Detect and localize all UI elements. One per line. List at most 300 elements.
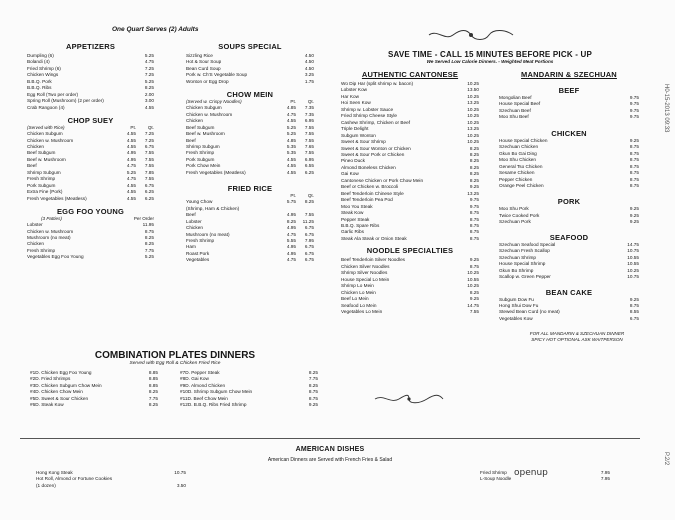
column-cantonese [341, 70, 479, 315]
menu-item-price: 8.75 [629, 176, 639, 182]
menu-item-price: 7.55 [469, 308, 479, 314]
menu-item-name: Sweet & Sour Shrimp [341, 139, 386, 145]
menu-item-name: Chicken [27, 241, 44, 247]
menu-item-name: #3D. Chicken Subgum Chow Mein [30, 382, 102, 388]
menu-item-row [186, 79, 314, 85]
menu-item-price-quart: 6.75 [304, 231, 314, 237]
fax-timestamp: H0-15-2013 09:33 [663, 84, 669, 133]
menu-item-price: 13.25 [467, 126, 479, 132]
egg-foo-young-sub: (3 Patties) [41, 216, 62, 222]
menu-item-price-quart: 6.55 [304, 163, 314, 169]
menu-item-price: 8.25 [144, 234, 154, 240]
menu-item-price: 9.25 [308, 402, 318, 408]
menu-item-name: Beef Tenderloin Silver Noodles [341, 257, 406, 263]
menu-item-name: Beef Lo Mein [341, 296, 369, 302]
menu-item-name: Triple Delight [341, 126, 369, 132]
menu-item-name: #12D. B.B.Q. Ribs Fried Shrimp [180, 402, 247, 408]
menu-item-price-quart: 6.75 [304, 250, 314, 256]
menu-item-name: Cantonese Chicken or Pork Chow Mein [341, 177, 424, 183]
menu-item-name: Fresh Vegetables (Meatless) [27, 195, 87, 201]
menu-item-name: Beef Subgum [186, 124, 215, 130]
menu-item-price-quart: 6.75 [304, 225, 314, 231]
menu-item-name: Shrimp Subgum [186, 143, 220, 149]
menu-item-name: Beef Subgum [27, 150, 56, 156]
menu-item-price-quart: 7.55 [144, 150, 154, 156]
chow-mein-sub: (Served w. Crispy Noodles) [186, 99, 242, 105]
menu-item-price-pint: 4.55 [286, 163, 296, 169]
menu-item-price-quart: 11.25 [302, 218, 314, 224]
american-section [20, 446, 640, 463]
menu-item-price: 10.25 [467, 113, 479, 119]
menu-item-price: 10.25 [627, 267, 639, 273]
menu-item-price-pint: 4.95 [286, 244, 296, 250]
menu-item-price-quart: 7.55 [304, 150, 314, 156]
menu-item-price-quart: 7.35 [304, 111, 314, 117]
menu-item-name: Pork Subgum [27, 182, 56, 188]
menu-item-row [27, 105, 154, 111]
menu-item-name: Chicken Silver Noodles [341, 263, 390, 269]
menu-item-price: 9.75 [469, 197, 479, 203]
menu-item-name: (Shrimp, Ham & Chicken) [186, 205, 240, 211]
menu-item-row [27, 196, 154, 202]
menu-item-name: Twice Cooked Pork [499, 212, 540, 218]
low-cal-note: We Served Low Calorie Dinners. - Weighted Meat Portions [426, 59, 554, 64]
menu-item-name: Cashew Shrimp, Chicken or Beef [341, 119, 411, 125]
menu-item-price-pint: 4.55 [126, 182, 136, 188]
chow-mein-list [186, 105, 314, 176]
menu-item-price-quart: 7.55 [144, 156, 154, 162]
menu-item-name: L-Soup Noodle [480, 476, 512, 482]
menu-item-name: Beef Tenderloin Chinese Style [341, 190, 404, 196]
chow-mein-qt: Qt. [307, 99, 314, 105]
menu-item-name: Chicken [186, 118, 203, 124]
menu-item-name: Orange Peel Chicken [499, 182, 544, 188]
menu-item-name: Shrimp Subgum [27, 169, 61, 175]
menu-item-price: 8.25 [469, 145, 479, 151]
menu-item-price-pint: 4.95 [286, 212, 296, 218]
menu-item-name: B.B.Q. Spare Ribs [341, 222, 380, 228]
menu-item-price-quart: 6.25 [144, 189, 154, 195]
flourish-ornament-icon [427, 28, 515, 42]
menu-item-price: 9.75 [629, 95, 639, 100]
menu-item-name: Fresh Shrimp [186, 150, 215, 156]
menu-item-price: 7.25 [144, 72, 154, 78]
menu-item-price-quart: 7.55 [144, 163, 154, 169]
menu-item-name: Chicken [186, 225, 203, 231]
watermark-logo: openup [514, 468, 548, 478]
menu-item-price: 8.85 [148, 382, 158, 388]
fried-rice-list [186, 199, 314, 264]
menu-item-name: Ham [186, 244, 196, 250]
menu-item-name: Pineo Duck [341, 158, 365, 164]
menu-item-price-pint: 4.95 [126, 150, 136, 156]
menu-item-price-quart: 7.55 [304, 212, 314, 218]
menu-item-name: House Special Lo Mein [341, 276, 390, 282]
save-time-banner: SAVE TIME - CALL 15 MINUTES BEFORE PICK - UP [387, 50, 593, 59]
menu-item-price-quart: 6.95 [304, 118, 314, 124]
menu-item-price-pint: 5.25 [126, 169, 136, 175]
bean-cake-title: BEAN CAKE [545, 287, 593, 297]
menu-item-price: 9.25 [629, 212, 639, 218]
menu-item-name: Beef or Chicken w. Broccoli [341, 184, 399, 190]
menu-item-price: 9.25 [469, 184, 479, 190]
american-left [36, 470, 186, 489]
menu-item-price: 11.95 [142, 222, 154, 228]
menu-item-name: Vegetables Kow [499, 315, 533, 321]
menu-item-name: #2D. Fried Shrimps [30, 376, 71, 382]
menu-item-price: 8.25 [144, 241, 154, 247]
menu-item-row [499, 316, 639, 322]
egg-foo-young-title: EGG FOO YOUNG [56, 207, 125, 217]
menu-item-price-pint: 5.25 [286, 131, 296, 137]
menu-item-price-quart: 7.25 [144, 131, 154, 137]
section-divider [20, 438, 640, 439]
egg-foo-young-per-order: Per Order [133, 216, 154, 222]
menu-item-name: Sweet & Sour Pork or Chicken [341, 151, 405, 157]
menu-item-name: Steak Kow [341, 210, 364, 216]
menu-item-price: 7.25 [144, 65, 154, 71]
menu-item-price: 8.25 [469, 177, 479, 183]
menu-item-price: 8.75 [629, 144, 639, 150]
menu-item-name: Chicken Wings [27, 72, 59, 78]
menu-item-price-pint: 4.95 [126, 156, 136, 162]
chow-mein-title: CHOW MEIN [226, 90, 274, 100]
menu-item-price: 8.75 [469, 216, 479, 222]
menu-item-name: Steak Ala Steak or Onion Steak [341, 235, 407, 241]
menu-item-name: #5D. Sweet & Sour Chicken [30, 395, 89, 401]
header-note: One Quart Serves (2) Adults [112, 26, 199, 33]
menu-item-name: Shrimp Lo Mein [341, 283, 374, 289]
egg-foo-young-list [27, 222, 154, 261]
american-note: American Dinners are Served with French Fries & Salad [267, 457, 393, 463]
menu-item-price: 2.00 [144, 91, 154, 97]
fried-rice-qt: Qt. [307, 193, 314, 199]
menu-item-price: 7.75 [308, 376, 318, 382]
chop-suey-qt: Qt. [147, 125, 154, 131]
menu-item-price: 10.25 [467, 132, 479, 138]
menu-item-name: Fresh Shrimp [27, 176, 56, 182]
menu-item-name: Chicken w. Mushroom [186, 111, 233, 117]
menu-item-row [499, 274, 639, 280]
column-middle [186, 42, 314, 264]
menu-item-price: 10.75 [174, 470, 186, 475]
menu-item-name: Moo You Steak [341, 203, 373, 209]
menu-item-name: Vegetables Egg Foo Young [27, 254, 84, 260]
menu-item-price-quart: 6.25 [304, 169, 314, 175]
menu-item-price: 4.50 [304, 59, 314, 65]
menu-item-name: Pork Chow Mein [186, 163, 221, 169]
menu-item-name: Shrimp Silver Noodles [341, 270, 388, 276]
menu-item-name: Chicken w. Mushroom [27, 137, 74, 143]
menu-item-name: House Special Chicken [499, 137, 548, 143]
menu-item-price: 3.00 [144, 98, 154, 104]
menu-item-price: 8.75 [629, 182, 639, 188]
menu-item-price: 8.55 [629, 309, 639, 315]
menu-item-price: 10.25 [467, 283, 479, 289]
menu-item-row [30, 402, 158, 408]
menu-item-row [499, 183, 639, 189]
menu-item-name: Szechuan Shrimp [499, 254, 536, 260]
soups-list [186, 53, 314, 85]
menu-item-price: 10.25 [467, 93, 479, 99]
menu-item-name: Moo Shu Pork [499, 206, 529, 212]
menu-item-price: 8.75 [629, 150, 639, 156]
menu-item-price-pint: 4.55 [126, 137, 136, 143]
menu-item-price: 8.25 [469, 151, 479, 157]
menu-item-price: 10.25 [467, 270, 479, 276]
page-number: P.2/2 [663, 452, 669, 466]
menu-item-price: 7.75 [144, 247, 154, 253]
menu-item-price: 7.75 [148, 395, 158, 401]
menu-item-price: 8.25 [469, 158, 479, 164]
menu-item-price: 9.25 [469, 257, 479, 263]
menu-item-price: 8.75 [629, 163, 639, 169]
menu-item-price-pint: 4.55 [286, 169, 296, 175]
menu-item-name: Pork Subgum [186, 156, 215, 162]
cantonese-title: AUTHENTIC CANTONESE [361, 70, 459, 79]
menu-item-price-quart: 6.75 [304, 244, 314, 250]
column-left [27, 42, 154, 261]
menu-item-name: General Tso Chicken [499, 163, 543, 169]
menu-item-price: 5.25 [144, 78, 154, 84]
menu-item-price: 10.55 [467, 276, 479, 282]
menu-item-name: Szechuan Seafood Special [499, 241, 556, 247]
menu-item-price: 8.25 [148, 389, 158, 395]
menu-item-name: Szechuan Fresh Scallop [499, 248, 550, 254]
menu-item-name: Wonton or Egg Drop [186, 78, 229, 84]
menu-item-row [180, 402, 318, 408]
menu-item-price-pint: 5.35 [286, 150, 296, 156]
menu-item-name: Young Chow [186, 199, 213, 205]
combination-title: COMBINATION PLATES DINNERS [94, 350, 256, 361]
menu-item-name: Spring Roll (Mushroom) (2 per order) [27, 98, 104, 104]
menu-item-price-quart: 7.25 [144, 137, 154, 143]
menu-item-price-quart: 6.75 [144, 143, 154, 149]
appetizers-list [27, 53, 154, 111]
menu-item-name: Mushroom (no meat) [27, 234, 71, 240]
menu-item-price: 8.75 [469, 263, 479, 269]
menu-item-name: Scallop w. Green Pepper [499, 274, 551, 280]
menu-item-price: 8.25 [469, 289, 479, 295]
menu-item-name: Beef [27, 163, 37, 169]
menu-item-price-quart: 6.25 [144, 195, 154, 201]
menu-item-name: Lobster [186, 218, 202, 224]
menu-item-price: 8.25 [469, 171, 479, 177]
menu-item-price: 9.25 [629, 137, 639, 143]
menu-item-price-pint: 4.75 [126, 176, 136, 182]
menu-item-name: Hot & Sour Soup [186, 59, 222, 65]
menu-item-name: #7D. Pepper Steak [180, 370, 220, 375]
pork-title: PORK [557, 197, 581, 207]
pork-list [499, 206, 639, 225]
soups-title: SOUPS SPECIAL [218, 42, 282, 51]
menu-item-name: Almond Boneless Chicken [341, 164, 396, 170]
menu-item-name: Gkun Bo Shrimp [499, 267, 534, 273]
menu-item-price: 13.25 [467, 190, 479, 196]
flourish-ornament-small-icon [373, 393, 445, 405]
menu-item-price: 8.75 [629, 170, 639, 176]
menu-item-name: Dumpling (6) [27, 53, 54, 58]
menu-item-row [499, 114, 639, 120]
menu-item-price-quart: 7.65 [304, 143, 314, 149]
menu-item-row [36, 483, 186, 489]
menu-item-name: Beef w. Mushroom [186, 131, 225, 137]
menu-item-name: House Special Beef [499, 101, 541, 107]
menu-item-name: Sweet & Sour Wonton or Chicken [341, 145, 411, 151]
menu-item-price: 14.75 [627, 241, 639, 247]
combination-left-list [30, 370, 158, 409]
menu-item-price-pint: 4.75 [286, 231, 296, 237]
menu-item-name: Har Kow [341, 93, 359, 99]
cantonese-list [341, 81, 479, 242]
beef-title: BEEF [558, 86, 580, 95]
menu-item-name: Szechuan Beef [499, 107, 531, 113]
menu-item-row [499, 219, 639, 225]
menu-item-name: Fresh Vegetables (Meatless) [186, 169, 246, 175]
menu-item-name: Moo Shu Beef [499, 114, 529, 120]
menu-item-name: Chicken [27, 143, 44, 149]
menu-item-price-pint: 5.55 [286, 237, 296, 243]
menu-item-price-quart: 6.95 [304, 156, 314, 162]
menu-item-price-pint: 4.55 [286, 156, 296, 162]
menu-item-price: 10.75 [627, 274, 639, 280]
menu-item-price: 10.55 [627, 254, 639, 260]
menu-item-price-pint: 5.25 [286, 124, 296, 130]
menu-item-price: 8.85 [148, 370, 158, 375]
menu-item-price-pint: 4.75 [286, 111, 296, 117]
noodles-list [341, 257, 479, 315]
menu-item-row [186, 257, 314, 263]
menu-item-name: Roast Pork [186, 250, 210, 256]
menu-item-price-quart: 7.55 [304, 137, 314, 143]
menu-item-price: 8.85 [148, 376, 158, 382]
american-title: AMERICAN DISHES [295, 446, 365, 453]
menu-item-price-pint: 4.85 [286, 137, 296, 143]
chow-mein-pt: Pt. [290, 99, 296, 105]
menu-item-price-pint: 4.85 [286, 105, 296, 111]
menu-item-name: Fried Shrimp [480, 470, 507, 475]
menu-item-name: Mongolian Beef [499, 95, 532, 100]
menu-item-name: Mushroom (no meat) [186, 231, 230, 237]
menu-item-price-quart: 7.85 [144, 169, 154, 175]
menu-item-name: Shrimp w. Lobster Sauce [341, 106, 394, 112]
menu-item-name: Beef [186, 212, 196, 218]
menu-item-name: Sizzling Rice [186, 53, 213, 58]
menu-item-price: 5.25 [144, 254, 154, 260]
menu-item-name: Beef Tenderloin Pea Pod [341, 197, 393, 203]
menu-item-row [27, 254, 154, 260]
menu-item-name: Stewed Bean Curd (no meat) [499, 309, 560, 315]
menu-item-price: 5.25 [144, 53, 154, 58]
menu-item-row [186, 170, 314, 176]
menu-item-name: Chicken Lo Mein [341, 289, 376, 295]
menu-item-name: #1D. Chicken Egg Foo Young [30, 370, 92, 375]
menu-item-name: (1 dozen) [36, 482, 56, 488]
menu-item-price: 8.75 [629, 302, 639, 308]
menu-item-price: 10.25 [467, 139, 479, 145]
menu-item-price-pint: 8.25 [286, 218, 296, 224]
beef-list [499, 95, 639, 121]
menu-item-name: Hot Roll, Almond or Fortune Cookies [36, 476, 113, 482]
menu-item-name: Hoi Seen Kow [341, 100, 371, 106]
menu-item-price: 9.75 [629, 107, 639, 113]
menu-item-price: 7.95 [600, 476, 610, 482]
menu-item-price: 3.25 [304, 72, 314, 78]
menu-item-name: Beef [186, 137, 196, 143]
menu-item-price: 8.75 [629, 157, 639, 163]
menu-item-price-quart: 7.55 [304, 124, 314, 130]
menu-item-name: #10D. Shrimp Subgum Chow Mein [180, 389, 253, 395]
menu-item-name: Hong Shui Dow Fu [499, 302, 539, 308]
menu-item-price: 7.95 [600, 470, 610, 475]
menu-item-name: #6D. Steak Kow [30, 402, 64, 408]
menu-item-price-quart: 7.55 [144, 176, 154, 182]
menu-item-name: Extra Fine (Pork) [27, 189, 63, 195]
menu-item-price-pint: 4.55 [126, 131, 136, 137]
menu-item-price: 8.25 [308, 382, 318, 388]
menu-item-price: 9.25 [629, 296, 639, 302]
menu-item-price: 1.75 [304, 78, 314, 84]
menu-item-name: Moo Shu Chicken [499, 157, 536, 163]
menu-item-price: 8.25 [308, 370, 318, 375]
menu-item-price-quart: 7.35 [304, 105, 314, 111]
menu-item-name: Seafood Lo Mein [341, 302, 377, 308]
menu-item-name: #11D. Beef Chow Mein [180, 395, 228, 401]
mandarin-note: FOR ALL MANDARIN & SZECHUAN DINNER SPICY HOT OPTIONAL ASK WAITPERSON [529, 331, 625, 343]
combination-right-list [180, 370, 318, 409]
menu-item-name: #8D. Gai Kow [180, 376, 209, 382]
menu-item-price: 10.25 [467, 119, 479, 125]
combination-columns [30, 370, 320, 409]
menu-item-name: Egg Roll (Two per order) [27, 91, 79, 97]
menu-item-price: 9.75 [629, 101, 639, 107]
menu-item-price: 8.75 [469, 210, 479, 216]
menu-item-price: 13.50 [467, 87, 479, 93]
menu-item-name: Subgum Dow Fu [499, 296, 534, 302]
menu-item-price: 10.25 [467, 81, 479, 86]
menu-item-price: 8.25 [148, 402, 158, 408]
menu-item-price: 8.75 [469, 235, 479, 241]
menu-item-price: 8.25 [469, 164, 479, 170]
mandarin-title: MANDARIN & SZECHUAN [521, 70, 617, 79]
menu-item-name: Hong Kong Steak [36, 470, 73, 475]
menu-item-price-pint: 4.95 [286, 225, 296, 231]
menu-item-price-quart: 8.25 [304, 199, 314, 205]
menu-item-price-pint: 4.55 [126, 189, 136, 195]
menu-item-name: #4D. Chicken Chow Mein [30, 389, 83, 395]
menu-item-price: 9.75 [629, 114, 639, 120]
menu-item-name: Fried Shrimp (6) [27, 65, 61, 71]
menu-item-name: Beef w. Mushroom [27, 156, 66, 162]
combination-section [30, 350, 320, 409]
menu-item-price-pint: 4.55 [126, 143, 136, 149]
menu-item-name: Szechuan Pork [499, 219, 531, 225]
menu-item-row [341, 309, 479, 315]
menu-item-name: House Special Shrimp [499, 261, 546, 267]
menu-item-price: 9.25 [629, 206, 639, 212]
menu-item-name: B.B.Q. Ribs [27, 85, 52, 91]
menu-item-name: Crab Rangoon (4) [27, 104, 65, 110]
menu-item-price: 10.75 [627, 248, 639, 254]
menu-item-price: 10.25 [467, 106, 479, 112]
bean-cake-list [499, 297, 639, 323]
menu-item-price: 9.25 [629, 219, 639, 225]
menu-item-name: Chicken Subgum [186, 105, 222, 111]
menu-item-name: Pepper Chicken [499, 176, 533, 182]
appetizers-title: APPETIZERS [65, 42, 116, 51]
menu-item-name: Vegetables [186, 257, 210, 263]
menu-item-name: Garlic Ribs [341, 229, 364, 235]
